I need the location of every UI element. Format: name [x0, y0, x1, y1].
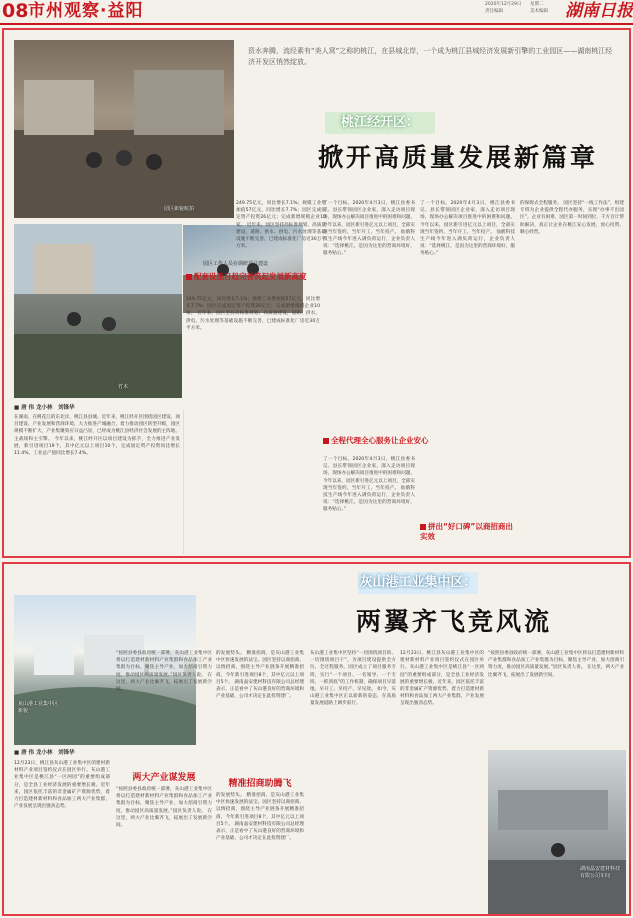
editor-credit: 责任编辑 — [485, 9, 503, 14]
story2-byline-label: ■ 唐 伟 — [14, 750, 35, 756]
story1-byline — [14, 403, 74, 411]
story1-col5: 的保姆式全程服务。 园区坚持“一线工作法”，组建专班为企业提供全程代办服务，实现“办事不出园区”。企业有困难，园区第一时间到位，千方百计帮助解决，真正让企业在桃江安心发展、放心投资、顺心经营。 — [520, 201, 624, 235]
newspaper-logo: 湖南日报 — [565, 1, 633, 21]
story2-col1: 12月23日，桃江县灰山港工业集中区的建材新材料产业项目签约仪式在园区举行。灰山港工业集中区是桃江县“一区两园”的重要组成部分，是全县工业经济发展的重要增长极。近年来，园区依托丰富的非金属矿产资源优势，着力打造建材新材料和食品加工两大产业集群，产业发展呈现出强劲态势。 — [14, 761, 110, 810]
designer-credit: 美术编辑 — [530, 9, 548, 14]
story2-byline-authors: 龙小林 刘锋华 — [35, 750, 75, 756]
issue-weekday: 星期二 — [530, 2, 544, 7]
photo-workers — [14, 224, 182, 398]
bullet-icon — [323, 438, 329, 444]
photo-workers-graphic — [14, 224, 182, 398]
story1-subhead3-text: 拼出“好口碑”以商招商出实效 — [420, 522, 513, 541]
photo-park-aerial-caption: 园区新貌航拍 — [164, 206, 195, 212]
story2-subhead1: 两大产业谋发展 — [132, 773, 196, 783]
masthead-rule — [0, 23, 633, 25]
bullet-icon — [420, 524, 426, 530]
story1-col3-body: 了一个目标。2020年4月3日，桃江县委书记、县长带领园区企业家，深入走访项目现场，现场办公解决项目推进中的困难和问题。今年以来，园区新引进亿元以上项目，全部实现当年签约、当年开工、当年投产。 仙鹤科技生产线今年进入满负荷运行，企业负责人说：“选择桃江，是因为这里的营商环境好，服务贴心。” — [323, 457, 415, 513]
story1-subhead2-text: 全程代理全心服务让企业安心 — [331, 436, 429, 445]
story2-col6: “按照县委县政府统一部署，灰山港工业集中区将以打造建材新材料产业集群和食品加工产业集群为目标，聚焦主导产业，加大招商引资力度，推动园区高质量发展。”园区负责人说。 在这里，两大产业比翼齐飞，拓展出了发展新空间。 — [488, 651, 624, 678]
photo-factory-floor-graphic — [488, 750, 626, 914]
story2-headline: 两翼齐飞竞风流 — [356, 607, 553, 636]
story2-col4: 灰山港工业集中区坚持“一切围绕项目转、一切围绕项目干”，为项目建设提供全方位、全过程服务。园区成立了项目服务专班，实行“一个项目、一名领导、一个专班、一抓到底”的工作机制，确保项目早落地、早开工、早投产、早见效。 如今，灰山港工业集中区正以崭新的姿态，在高质量发展道路上阔步前行。 — [310, 651, 396, 707]
story1-lede: 资水奔腾，流经素有“美人窝”之称的桃江，在县城北岸，一个成为桃江县城经济发展新引擎的工业园区——湖南桃江经济开发区悄然绽放。 — [248, 47, 613, 66]
photo-factory-floor — [488, 750, 626, 914]
story1-headline: 掀开高质量发展新篇章 — [318, 143, 599, 172]
story2-section-label: 灰山港工业集中区： — [358, 572, 478, 594]
story1-col4: 了一个目标。2020年4月3日，桃江县委书记、县长带领园区企业家，深入走访项目现场，现场办公解决项目推进中的困难和问题。今年以来，园区新引进亿元以上项目，全部实现当年签约、当年开工、当年投产。 仙鹤科技生产线今年进入满负荷运行，企业负责人说：“选择桃江，是因为这里的营商环境好，服务贴心。” — [420, 201, 515, 257]
story1-subhead1 — [186, 272, 326, 282]
story1-col1: 在湖南，在桃花江的东北岸，桃江县县城。近年来，桃江经开区围绕园区建设、项目建设、产业发展和营商环境，大力推进产城融合，着力推动园区转型升级，园区规模不断扩大，产业集聚效应日益凸显，已经成为桃江县经济社会发展的主阵地、主战场和主引擎。 今年以来，桃江经开区以项目建设为抓手，全力推进产业发展，新引进项目19个，其中亿元以上项目10个，完成固定资产投资同比增长11.4%，工业总产值同比增长7.4%。 — [14, 415, 180, 457]
story1-subhead3 — [420, 522, 520, 542]
story1-col3: 了一个目标。2020年4月3日，桃江县委书记、县长带领园区企业家，深入走访项目现场，现场办公解决项目推进中的困难和问题。今年以来，园区新引进亿元以上项目，全部实现当年签约、当年开工、当年投产。 仙鹤科技生产线今年进入满负荷运行，企业负责人说：“选择桃江，是因为这里的营商环境好，服务贴心。” — [323, 201, 415, 257]
story2-byline — [14, 748, 74, 756]
page-number: 08 — [2, 0, 29, 22]
story1-byline-label: ■ 唐 伟 — [14, 405, 35, 411]
story2-col3: 的发展势头。 精准招商，是灰山港工业集中区快速发展的法宝。园区坚持以商招商、以情招商，围绕主导产业链条开展精准招商，今年新引进项目8个，其中亿元以上项目5个。 湖南晶安建材科技有限公司总经理表示，正是看中了灰山港良好的营商环境和产业基础，公司才决定在此投资建厂。 — [216, 651, 304, 700]
story1-subhead1-text: 配套设施日趋完善筑起发展新高度 — [194, 272, 307, 281]
story1-col2-top: 249.75亿元，同比增长7.1%；规模工业增加值57亿元，同比增长7.7%；园区完成固定资产投资26亿元；完成新增规模企业10家。 近年来，园区坚持高标准规划、高质量建设，道路、供水、供电、污水处理等基础设施不断完善，已建成标准化厂房近30万平方米。 — [236, 201, 326, 250]
photo-factory-floor-caption: 湖南晶安建材科技有限公司车间 — [580, 866, 621, 879]
issue-date: 2020年12月29日 — [485, 2, 522, 7]
bullet-icon — [186, 274, 192, 280]
photo-industrial-park-caption: 灰山港工业集中区新貌 — [18, 701, 59, 714]
masthead — [0, 0, 633, 22]
story1-section-label: 桃江经开区： — [325, 112, 435, 134]
story1-byline-authors: 龙小林 刘锋华 — [35, 405, 75, 411]
story1-col-divider — [183, 410, 184, 554]
story2-col2-body: “按照县委县政府统一部署，灰山港工业集中区将以打造建材新材料产业集群和食品加工产业集群为目标，聚焦主导产业，加大招商引资力度，推动园区高质量发展。”园区负责人说。 在这里，两大产业比翼齐飞，拓展出了发展新空间。 — [116, 787, 212, 829]
story2-col5: 12月23日，桃江县灰山港工业集中区的建材新材料产业项目签约仪式在园区举行。灰山港工业集中区是桃江县“一区两园”的重要组成部分，是全县工业经济发展的重要增长极。近年来，园区依托丰富的非金属矿产资源优势，着力打造建材新材料和食品加工两大产业集群，产业发展呈现出强劲态势。 — [400, 651, 484, 707]
story2-subhead2: 精准招商助腾飞 — [228, 779, 292, 789]
story2-col3-body: 的发展势头。 精准招商，是灰山港工业集中区快速发展的法宝。园区坚持以商招商、以情招商，围绕主导产业链条开展精准招商，今年新引进项目8个，其中亿元以上项目5个。 湖南晶安建材科技有限公司总经理表示，正是看中了灰山港良好的营商环境和产业基础，公司才决定在此投资建厂。 — [216, 793, 304, 842]
photo-park-aerial-graphic — [14, 40, 234, 218]
photo-park-aerial — [14, 40, 234, 218]
story1-col2-body: 249.75亿元，同比增长7.1%；规模工业增加值57亿元，同比增长7.7%；园区完成固定资产投资26亿元；完成新增规模企业10家。 近年来，园区坚持高标准规划、高质量建设，道路、供水、供电、污水处理等基础设施不断完善，已建成标准化厂房近30万平方米。 — [186, 297, 320, 331]
photo-inspection-caption: 园区工作人员在调研项目建设 — [203, 261, 269, 267]
photo-workers-caption: 竹木 — [118, 384, 129, 390]
story2-col2: “按照县委县政府统一部署，灰山港工业集中区将以打造建材新材料产业集群和食品加工产业集群为目标，聚焦主导产业，加大招商引资力度，推动园区高质量发展。”园区负责人说。 在这里，两大产业比翼齐飞，拓展出了发展新空间。 — [116, 651, 212, 693]
section-title: 市州观察·益阳 — [28, 1, 144, 21]
